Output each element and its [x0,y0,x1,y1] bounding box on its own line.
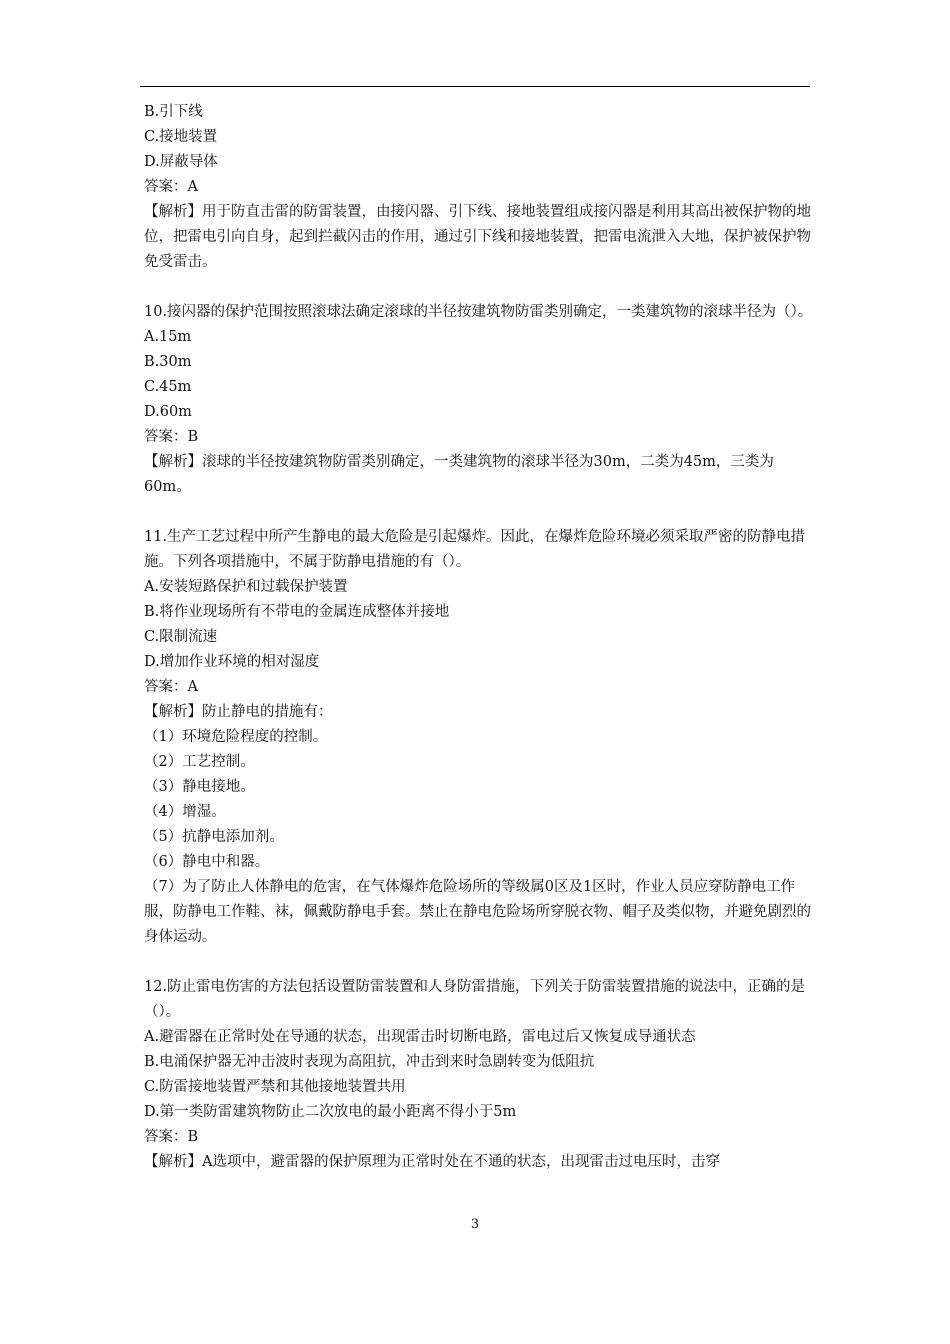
answer: 答案：B [144,429,199,445]
measure-item: （5）抗静电添加剂。 [144,829,284,845]
option-d: D.屏蔽导体 [144,154,218,170]
option-c: C.限制流速 [144,629,218,645]
option-d: D.增加作业环境的相对湿度 [144,654,320,670]
question-9-tail [144,100,816,275]
option-a: A.安装短路保护和过载保护装置 [144,579,348,595]
option-b: B.电涌保护器无冲击波时表现为高阻抗，冲击到来时急剧转变为低阻抗 [144,1054,595,1070]
measure-item: （1）环境危险程度的控制。 [144,729,328,745]
analysis: 【解析】A选项中，避雷器的保护原理为正常时处在不通的状态，出现雷击过电压时，击穿 [144,1154,720,1170]
question-text: 10.接闪器的保护范围按照滚球法确定滚球的半径按建筑物防雷类别确定，一类建筑物的滚球半径为（）。 [144,304,813,320]
analysis: 【解析】滚球的半径按建筑物防雷类别确定，一类建筑物的滚球半径为30m，二类为45m，三类为60m。 [144,454,774,495]
question-12 [144,975,816,1175]
option-d: D.60m [144,404,192,420]
measure-item: （6）静电中和器。 [144,854,270,870]
page-number: 3 [470,1217,480,1232]
option-a: A.15m [144,329,192,345]
analysis: 【解析】用于防直击雷的防雷装置，由接闪器、引下线、接地装置组成接闪器是利用其高出被保护物的地位，把雷电引向自身，起到拦截闪击的作用，通过引下线和接地装置，把雷电流泄入大地，保护被保护物免受雷击。 [144,204,811,270]
option-b: B.引下线 [144,104,203,120]
measure-item: （2）工艺控制。 [144,754,255,770]
page-content [144,100,816,1175]
option-a: A.避雷器在正常时处在导通的状态，出现雷击时切断电路，雷电过后又恢复成导通状态 [144,1029,696,1045]
spacer [144,500,816,525]
question-10 [144,300,816,500]
measure-item: （3）静电接地。 [144,779,255,795]
answer: 答案：A [144,679,198,695]
answer: 答案：A [144,179,198,195]
option-c: C.45m [144,379,192,395]
option-c: C.接地装置 [144,129,218,145]
option-b: B.30m [144,354,192,370]
option-c: C.防雷接地装置严禁和其他接地装置共用 [144,1079,406,1095]
question-11 [144,525,816,950]
spacer [144,275,816,300]
analysis-intro: 【解析】防止静电的措施有： [144,704,333,720]
measure-item: （4）增湿。 [144,804,226,820]
header-rule [140,86,810,87]
measure-item: （7）为了防止人体静电的危害，在气体爆炸危险场所的等级属0区及1区时，作业人员应穿防静电工作服，防静电工作鞋、袜，佩戴防静电手套。禁止在静电危险场所穿脱衣物、帽子及类似物，并避免剧烈的身体运动。 [144,879,811,945]
answer: 答案：B [144,1129,199,1145]
option-d: D.第一类防雷建筑物防止二次放电的最小距离不得小于5m [144,1104,517,1120]
option-b: B.将作业现场所有不带电的金属连成整体并接地 [144,604,450,620]
question-text: 11.生产工艺过程中所产生静电的最大危险是引起爆炸。因此，在爆炸危险环境必须采取严密的防静电措施。下列各项措施中，不属于防静电措施的有（）。 [144,529,806,570]
spacer [144,950,816,975]
question-text: 12.防止雷电伤害的方法包括设置防雷装置和人身防雷措施，下列关于防雷装置措施的说法中，正确的是（）。 [144,979,806,1020]
